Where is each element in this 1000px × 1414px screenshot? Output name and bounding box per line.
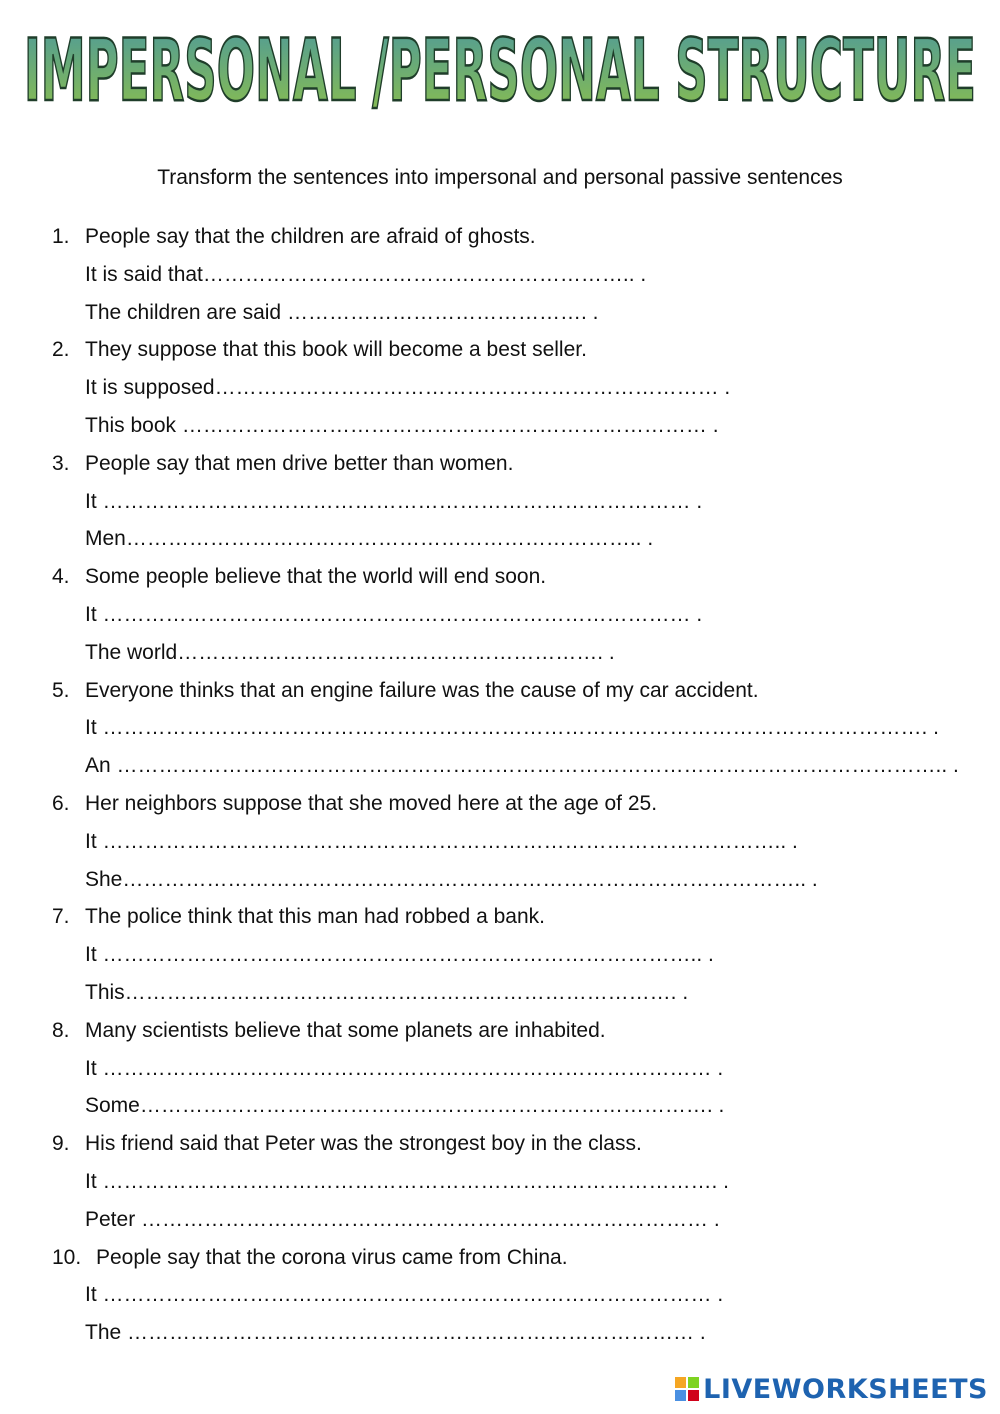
personal-answer-line[interactable]: She…………………………………………………………………………………….. . bbox=[85, 868, 818, 891]
exercise-number: 4. bbox=[52, 565, 70, 588]
personal-answer-line[interactable]: The world……………………………………………………. . bbox=[85, 641, 615, 664]
exercise-sentence: They suppose that this book will become a best seller. bbox=[85, 338, 587, 361]
impersonal-answer-line[interactable]: It …………………………………………………………………………………….. . bbox=[85, 830, 798, 853]
exercise-sentence: Many scientists believe that some planets are inhabited. bbox=[85, 1019, 606, 1042]
exercise-number: 9. bbox=[52, 1132, 70, 1155]
personal-answer-line[interactable]: An ……………………………………………………………………………………………………….. . bbox=[85, 754, 959, 777]
worksheet-title-graphic bbox=[0, 22, 1000, 122]
instruction-text: Transform the sentences into impersonal and personal passive sentences bbox=[157, 166, 843, 189]
impersonal-answer-line[interactable]: It is said that…………………………………………………….. . bbox=[85, 263, 647, 286]
personal-answer-line[interactable]: This……………………………………………………………………. . bbox=[85, 981, 689, 1004]
liveworksheets-logo-icon bbox=[675, 1377, 699, 1401]
personal-answer-line[interactable]: This book ………………………………………………………………… . bbox=[85, 414, 719, 437]
exercise-number: 8. bbox=[52, 1019, 70, 1042]
exercise-sentence: His friend said that Peter was the strongest boy in the class. bbox=[85, 1132, 642, 1155]
personal-answer-line[interactable]: Some………………………………………………………………………. . bbox=[85, 1094, 725, 1117]
worksheet-title-text: IMPERSONAL /PERSONAL STRUCTURE bbox=[24, 22, 976, 121]
exercise-sentence: The police think that this man had robbed a bank. bbox=[85, 905, 545, 928]
exercise-sentence: Some people believe that the world will end soon. bbox=[85, 565, 547, 588]
exercise-number: 7. bbox=[52, 905, 70, 928]
exercise-number: 1. bbox=[52, 225, 70, 248]
exercise-number: 3. bbox=[52, 452, 70, 475]
exercise-number: 2. bbox=[52, 338, 70, 361]
exercise-sentence: People say that the children are afraid of ghosts. bbox=[85, 225, 536, 248]
personal-answer-line[interactable]: Men……………………………………………………………….. . bbox=[85, 527, 654, 550]
liveworksheets-brand bbox=[675, 1372, 988, 1406]
impersonal-answer-line[interactable]: It ………………………………………………………………………… . bbox=[85, 603, 703, 626]
impersonal-answer-line[interactable]: It …………………………………………………………………………… . bbox=[85, 1057, 724, 1080]
exercise-sentence: Everyone thinks that an engine failure was the cause of my car accident. bbox=[85, 679, 759, 702]
worksheet-title bbox=[0, 22, 1000, 122]
impersonal-answer-line[interactable]: It is supposed……………………………………………………………… . bbox=[85, 376, 731, 399]
exercise-sentence: People say that men drive better than women. bbox=[85, 452, 514, 475]
exercise-number: 6. bbox=[52, 792, 70, 815]
impersonal-answer-line[interactable]: It …………………………………………………………………………… . bbox=[85, 1283, 724, 1306]
impersonal-answer-line[interactable]: It ………………………………………………………………………………………………………. . bbox=[85, 716, 940, 739]
personal-answer-line[interactable]: The ……………………………………………………………………… . bbox=[85, 1321, 706, 1344]
exercise-number: 5. bbox=[52, 679, 70, 702]
impersonal-answer-line[interactable]: It ……………………………………………………………………………. . bbox=[85, 1170, 730, 1193]
exercise-sentence: Her neighbors suppose that she moved here at the age of 25. bbox=[85, 792, 658, 815]
impersonal-answer-line[interactable]: It ………………………………………………………………………… . bbox=[85, 490, 703, 513]
impersonal-answer-line[interactable]: It ………………………………………………………………………….. . bbox=[85, 943, 714, 966]
brand-name: LIVEWORKSHEETS bbox=[703, 1373, 988, 1405]
personal-answer-line[interactable]: The children are said ……………………………………. . bbox=[85, 301, 599, 324]
personal-answer-line[interactable]: Peter ……………………………………………………………………… . bbox=[85, 1208, 720, 1231]
exercise-number: 10. bbox=[52, 1246, 82, 1269]
exercise-sentence: People say that the corona virus came from China. bbox=[96, 1246, 568, 1269]
